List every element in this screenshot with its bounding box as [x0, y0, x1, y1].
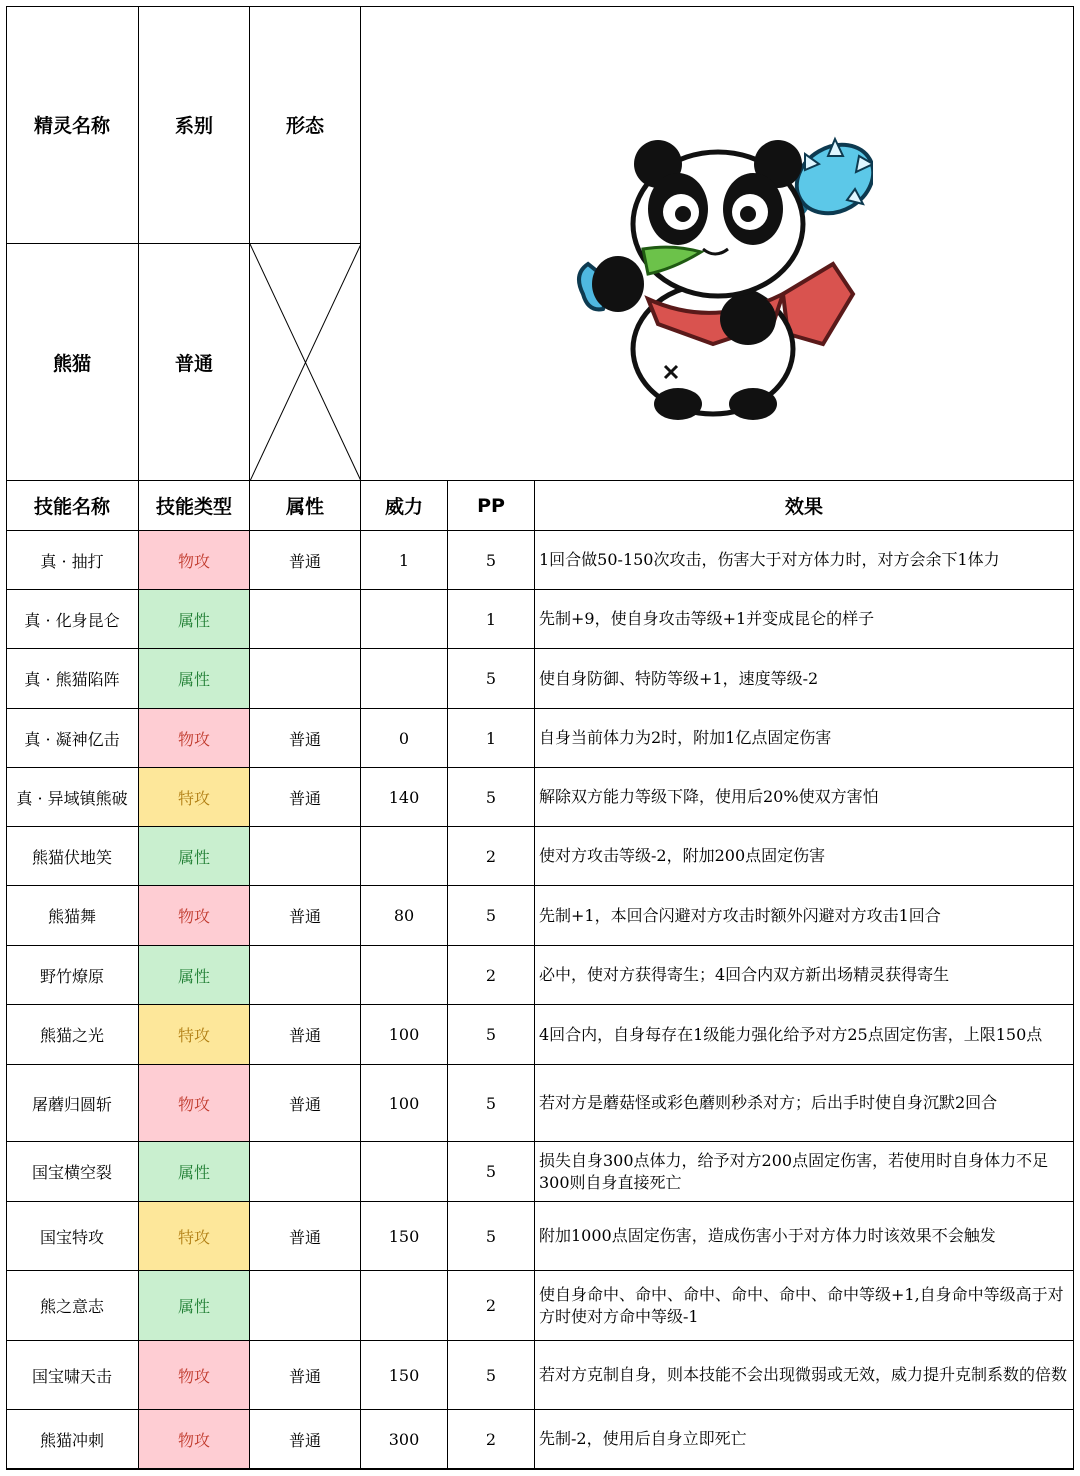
skill-pp: 2 — [448, 946, 535, 1005]
skill-category: 属性 — [139, 590, 250, 649]
skill-attribute — [250, 1142, 361, 1202]
skill-pp: 5 — [448, 886, 535, 946]
skill-category: 特攻 — [139, 1202, 250, 1271]
skill-category: 特攻 — [139, 768, 250, 827]
col-attribute: 属性 — [250, 481, 361, 531]
skill-attribute: 普通 — [250, 709, 361, 768]
skill-power: 150 — [361, 1202, 448, 1271]
skill-pp: 5 — [448, 649, 535, 709]
col-skill-category: 技能类型 — [139, 481, 250, 531]
skill-attribute: 普通 — [250, 1341, 361, 1410]
skill-name: 熊猫舞 — [6, 886, 139, 946]
skill-category: 物攻 — [139, 1410, 250, 1469]
skill-attribute: 普通 — [250, 1410, 361, 1469]
skill-category: 特攻 — [139, 1005, 250, 1065]
skill-name: 国宝横空裂 — [6, 1142, 139, 1202]
skill-name: 屠蘑归圆斩 — [6, 1065, 139, 1142]
skill-name: 真 · 凝神亿击 — [6, 709, 139, 768]
skill-sheet — [6, 6, 1074, 1470]
skill-category: 属性 — [139, 1271, 250, 1341]
skill-attribute: 普通 — [250, 768, 361, 827]
skill-pp: 5 — [448, 531, 535, 590]
skill-attribute: 普通 — [250, 1005, 361, 1065]
skill-attribute — [250, 649, 361, 709]
skill-category: 属性 — [139, 946, 250, 1005]
skill-effect: 先制-2，使用后自身立即死亡 — [535, 1410, 1074, 1469]
skill-pp: 5 — [448, 1202, 535, 1271]
skill-pp: 2 — [448, 1410, 535, 1469]
skill-power — [361, 946, 448, 1005]
skill-name: 国宝啸天击 — [6, 1341, 139, 1410]
panda-name-value: 熊猫 — [6, 244, 139, 481]
skill-name: 真 · 抽打 — [6, 531, 139, 590]
skill-power: 80 — [361, 886, 448, 946]
skill-effect: 若对方是蘑菇怪或彩色蘑则秒杀对方；后出手时使自身沉默2回合 — [535, 1065, 1074, 1142]
skill-name: 熊猫冲刺 — [6, 1410, 139, 1469]
panda-type-value: 普通 — [139, 244, 250, 481]
skill-power — [361, 590, 448, 649]
skill-pp: 5 — [448, 1341, 535, 1410]
skill-power: 100 — [361, 1065, 448, 1142]
skill-attribute — [250, 590, 361, 649]
skill-category: 属性 — [139, 1142, 250, 1202]
skill-category: 物攻 — [139, 709, 250, 768]
skill-category: 属性 — [139, 649, 250, 709]
skill-name: 野竹燎原 — [6, 946, 139, 1005]
skill-attribute: 普通 — [250, 1065, 361, 1142]
skill-category: 物攻 — [139, 531, 250, 590]
skill-name: 真 · 熊猫陷阵 — [6, 649, 139, 709]
skill-effect: 自身当前体力为2时，附加1亿点固定伤害 — [535, 709, 1074, 768]
skill-power: 140 — [361, 768, 448, 827]
skill-name: 熊猫之光 — [6, 1005, 139, 1065]
skill-category: 属性 — [139, 827, 250, 886]
skill-name: 真 · 异域镇熊破 — [6, 768, 139, 827]
skill-power: 300 — [361, 1410, 448, 1469]
skill-effect: 使对方攻击等级-2，附加200点固定伤害 — [535, 827, 1074, 886]
skill-power — [361, 1142, 448, 1202]
empty-cross-mark — [250, 244, 361, 481]
skill-effect: 使自身命中、命中、命中、命中、命中、命中等级+1,自身命中等级高于对方时使对方命中等级-1 — [535, 1271, 1074, 1341]
skill-effect: 1回合做50-150次攻击，伤害大于对方体力时，对方会余下1体力 — [535, 531, 1074, 590]
skill-effect: 附加1000点固定伤害，造成伤害小于对方体力时该效果不会触发 — [535, 1202, 1074, 1271]
skill-attribute: 普通 — [250, 531, 361, 590]
skill-pp: 2 — [448, 827, 535, 886]
skill-name: 国宝特攻 — [6, 1202, 139, 1271]
skill-attribute — [250, 946, 361, 1005]
skill-effect: 解除双方能力等级下降，使用后20%使双方害怕 — [535, 768, 1074, 827]
skill-pp: 1 — [448, 709, 535, 768]
skill-effect: 使自身防御、特防等级+1，速度等级-2 — [535, 649, 1074, 709]
col-skill-name: 技能名称 — [6, 481, 139, 531]
skill-name: 真 · 化身昆仑 — [6, 590, 139, 649]
skill-effect: 若对方克制自身，则本技能不会出现微弱或无效，威力提升克制系数的倍数 — [535, 1341, 1074, 1410]
skill-pp: 5 — [448, 1005, 535, 1065]
skill-category: 物攻 — [139, 1341, 250, 1410]
skill-power — [361, 1271, 448, 1341]
skill-name: 熊之意志 — [6, 1271, 139, 1341]
skill-power: 100 — [361, 1005, 448, 1065]
panda-portrait-image — [573, 134, 873, 424]
skill-power — [361, 827, 448, 886]
skill-attribute — [250, 1271, 361, 1341]
col-pp: PP — [448, 481, 535, 531]
skill-effect: 先制+1，本回合闪避对方攻击时额外闪避对方攻击1回合 — [535, 886, 1074, 946]
form-label: 形态 — [250, 6, 361, 244]
skill-power: 150 — [361, 1341, 448, 1410]
skill-attribute — [250, 827, 361, 886]
skill-power: 1 — [361, 531, 448, 590]
skill-pp: 5 — [448, 768, 535, 827]
portrait-cell — [361, 6, 1074, 481]
skill-power: 0 — [361, 709, 448, 768]
skill-category: 物攻 — [139, 886, 250, 946]
skill-effect: 先制+9，使自身攻击等级+1并变成昆仑的样子 — [535, 590, 1074, 649]
skill-attribute: 普通 — [250, 1202, 361, 1271]
skill-pp: 5 — [448, 1142, 535, 1202]
skill-attribute: 普通 — [250, 886, 361, 946]
skill-pp: 1 — [448, 590, 535, 649]
type-label: 系别 — [139, 6, 250, 244]
skill-name: 熊猫伏地笑 — [6, 827, 139, 886]
col-power: 威力 — [361, 481, 448, 531]
skill-pp: 5 — [448, 1065, 535, 1142]
name-label: 精灵名称 — [6, 6, 139, 244]
col-effect: 效果 — [535, 481, 1074, 531]
skill-category: 物攻 — [139, 1065, 250, 1142]
form-empty-cell — [250, 244, 361, 481]
skill-effect: 损失自身300点体力，给予对方200点固定伤害，若使用时自身体力不足300则自身直接死亡 — [535, 1142, 1074, 1202]
skill-effect: 必中，使对方获得寄生；4回合内双方新出场精灵获得寄生 — [535, 946, 1074, 1005]
skill-effect: 4回合内，自身每存在1级能力强化给予对方25点固定伤害，上限150点 — [535, 1005, 1074, 1065]
skill-power — [361, 649, 448, 709]
skill-pp: 2 — [448, 1271, 535, 1341]
